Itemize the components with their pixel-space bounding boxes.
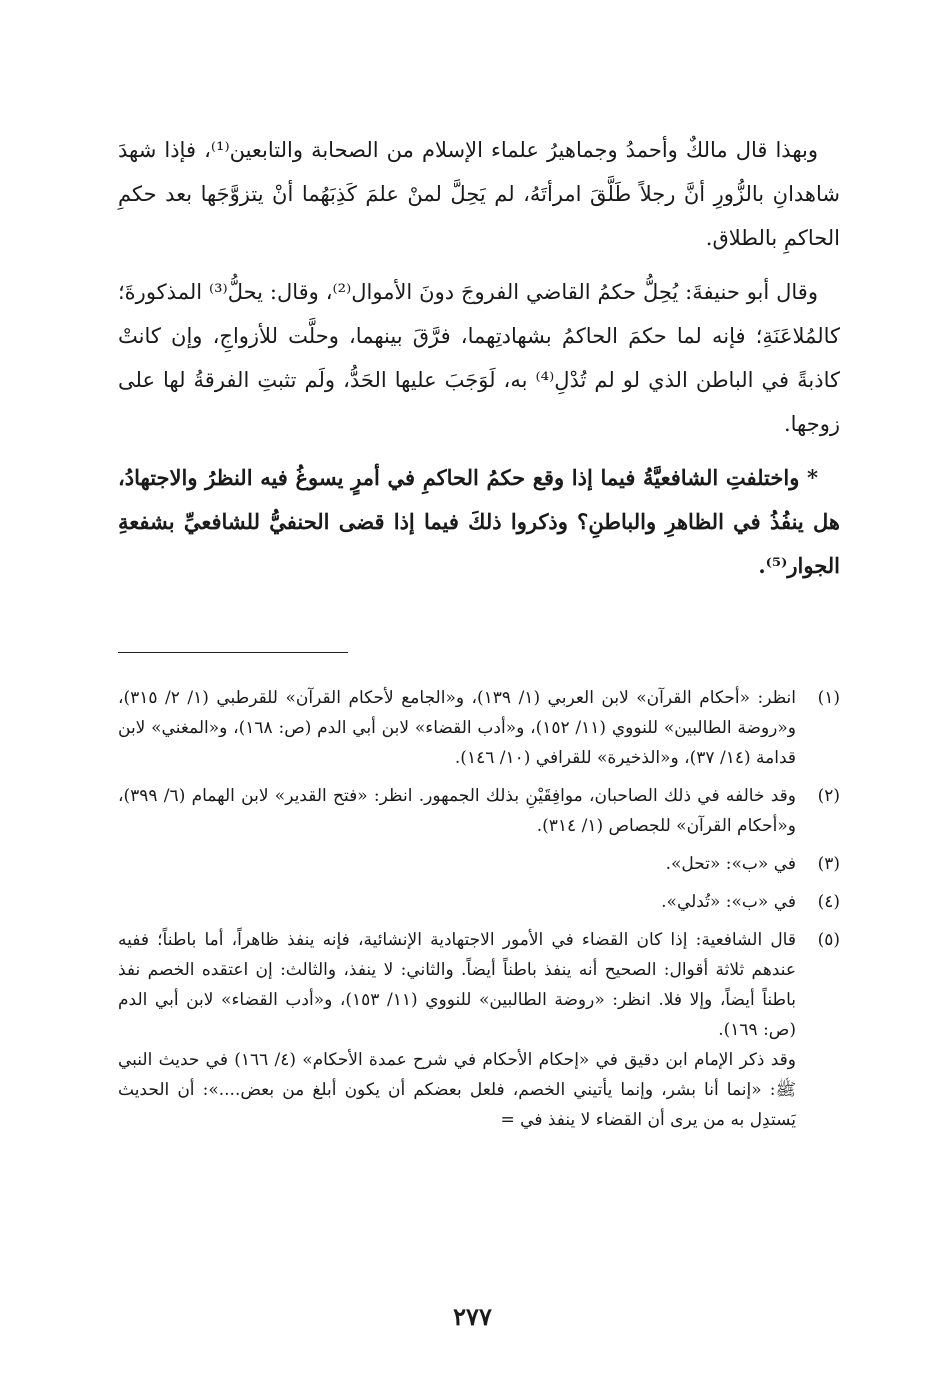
footnote-text: انظر: «أحكام القرآن» لابن العربي (١/ ١٣٩)، و«الجامع لأحكام القرآن» للقرطبي (١/ ٢/ ٣١٥)، و«روضة الطالبين» للنووي (١١/ ١٥٢)، و«أدب القضاء» لابن أبي الدم (ص: ١٦٨)، و«المغني» لابن قدامة (١٤/ ٣٧)، و«الذخيرة» للقرافي (١٠/ ١٤٦). bbox=[118, 688, 796, 768]
footnotes bbox=[118, 683, 840, 1135]
body-paragraph-1: وبهذا قال مالكٌ وأحمدُ وجماهيرُ علماء الإسلام من الصحابة والتابعين⁽¹⁾، فإذا شهدَ شاهدانِ بالزُّورِ أنَّ رجلاً طَلَّقَ امرأتَهُ، لم يَحِلَّ لمنْ علمَ كَذِبَهُما أنْ يتزوَّجَها بعد حكمِ الحاكمِ بالطلاق. bbox=[118, 138, 840, 250]
footnote-text: في «ب»: «تحل». bbox=[665, 854, 796, 874]
footnote-text: في «ب»: «تُدلي». bbox=[661, 892, 796, 912]
footnote-5-body bbox=[118, 925, 796, 1135]
footnote-number: (٢) bbox=[817, 786, 840, 806]
footnote-4 bbox=[118, 887, 840, 917]
body-paragraph-3: * واختلفتِ الشافعيَّةُ فيما إذا وقع حكمُ الحاكمِ في أمرٍ يسوغُ فيه النظرُ والاجتهادُ، هل ينفُذُ في الظاهرِ والباطنِ؟ وذكروا ذلكَ فيما إذا قضى الحنفيُّ للشافعيِّ بشفعةِ الجوار⁽⁵⁾. bbox=[118, 465, 840, 578]
body-paragraph-2: وقال أبو حنيفةَ: يُحِلُّ حكمُ القاضي الفروجَ دونَ الأموال⁽²⁾، وقال: يحلُّ⁽³⁾ المذكورةَ؛ كالمُلاعَنَةِ؛ فإنه لما حكمَ الحاكمُ بشهادتِهما، فرَّقَ بينهما، وحلَّت للأزواجِ، وإن كانتْ كاذبةً في الباطن الذي لو لم تُدْلِ⁽⁴⁾ به، لَوَجَبَ عليها الحَدُّ، ولَم تثبتِ الفرقةُ لها على زوجها. bbox=[118, 280, 840, 436]
footnote-number: (٣) bbox=[817, 854, 840, 874]
footnote-3 bbox=[118, 849, 840, 879]
page-number: ٢٧٧ bbox=[453, 1302, 492, 1331]
footnote-number: (١) bbox=[817, 688, 840, 708]
footnote-5 bbox=[118, 925, 840, 1135]
footnote-2 bbox=[118, 781, 840, 841]
footnote-continuation: وقد ذكر الإمام ابن دقيق في «إحكام الأحكام في شرح عمدة الأحكام» (٤/ ١٦٦) في حديث النبي ﷺ: «إنما أنا بشر، وإنما يأتيني الخصم، فلعل بعضكم أن يكون أبلغ من بعض....»: أن الحديث يَستدِل به من يرى أن القضاء لا ينفذ في = bbox=[118, 1050, 796, 1130]
footnote-1 bbox=[118, 683, 840, 773]
footnote-text: قال الشافعية: إذا كان القضاء في الأمور الاجتهادية الإنشائية، فإنه ينفذ ظاهراً، أما باطناً؛ ففيه عندهم ثلاثة أقوال: الصحيح أنه ينفذ باطناً أيضاً. والثاني: لا ينفذ، والثالث: إن اعتقده الخصم نفذ باطناً أيضاً، وإلا فلا. انظر: «روضة الطالبين» للنووي (١١/ ١٥٣)، و«أدب القضاء» لابن أبي الدم (ص: ١٦٩). bbox=[118, 930, 796, 1040]
footnote-number: (٥) bbox=[817, 930, 840, 950]
main-text bbox=[118, 128, 840, 588]
footnote-number: (٤) bbox=[817, 892, 840, 912]
footnote-separator bbox=[118, 652, 348, 653]
footnote-text: وقد خالفه في ذلك الصاحبان، موافِقَيْنِ بذلك الجمهور. انظر: «فتح القدير» لابن الهمام (٦/ ٣٩٩)، و«أحكام القرآن» للجصاص (١/ ٣١٤). bbox=[118, 786, 796, 836]
